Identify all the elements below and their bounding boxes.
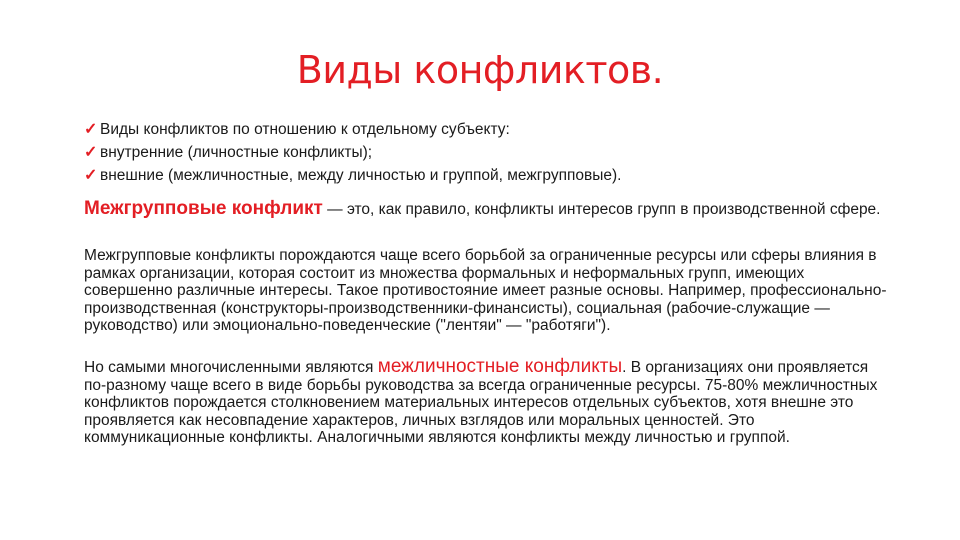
checkmark-icon: ✓	[84, 121, 98, 138]
term-highlight: Межгрупповые конфликт	[84, 198, 323, 219]
bullet-text: внешние (межличностные, между личностью и группой, межгрупповые).	[100, 167, 622, 184]
paragraph-text: Но самыми многочисленными являются	[84, 359, 378, 376]
paragraph-interpersonal	[84, 358, 894, 447]
bullet-item	[84, 118, 904, 141]
term-highlight: межличностные конфликты	[377, 356, 623, 377]
paragraph-intergroup-causes: Межгрупповые конфликты порождаются чаще всего борьбой за ограниченные ресурсы или сферы влияния в рамках организации, которая состоит из множества формальных и неформальных групп, имеющих совершенно различные интересы. Такое противостояние имеет разные основы. Например, профессионально-производственная (конструкторы-производственники-финансисты), социальная (рабочие-служащие — руководство) или эмоционально-поведенческие ("лентяи" — "работяги").	[84, 247, 887, 334]
checkmark-icon: ✓	[84, 167, 98, 184]
bullet-text: внутренние (личностные конфликты);	[100, 144, 373, 161]
bullet-text: Виды конфликтов по отношению к отдельному субъекту:	[100, 121, 510, 138]
bullet-item	[84, 141, 904, 164]
bullet-item	[84, 164, 904, 187]
paragraph-text: — это, как правило, конфликты интересов групп в производственной сфере.	[322, 201, 881, 218]
paragraph-text: . В организациях они проявляется по-разному чаще всего в виде борьбы руководства за всегда ограниченные ресурсы. 75-80% межличностных конфликтов порождается столкновением материальных интересов отдельных субъектов, хотя внешне это проявляется как несовпадение характеров, личных взглядов или моральных ценностей. Это коммуникационные конфликты. Аналогичными являются конфликты между личностью и группой.	[84, 359, 878, 446]
slide-title: Виды конфликтов.	[296, 48, 664, 92]
paragraph-intergroup-definition	[84, 200, 894, 219]
checkmark-icon: ✓	[84, 144, 98, 161]
bullet-list	[84, 118, 904, 187]
